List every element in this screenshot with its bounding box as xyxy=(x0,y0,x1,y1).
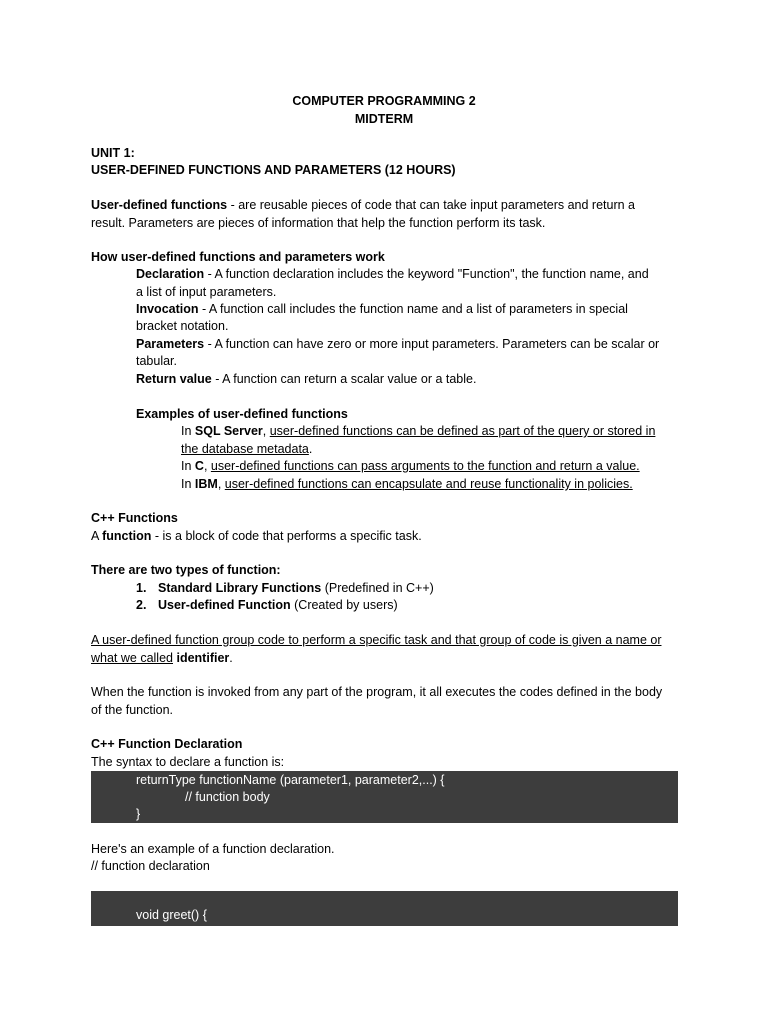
example-ibm-prefix: In xyxy=(181,477,195,491)
invocation-term: Invocation xyxy=(136,302,199,316)
declaration-line2: a list of input parameters. xyxy=(136,285,277,299)
parameters-line2: tabular. xyxy=(136,354,178,368)
identifier-para-underlined: what we called xyxy=(91,651,173,665)
example-ibm-sep: , xyxy=(217,477,225,491)
example-ibm-link[interactable]: user-defined functions can encapsulate and reuse functionality in policies. xyxy=(224,477,633,491)
examples-heading: Examples of user-defined functions xyxy=(136,407,348,421)
types-item-note: (Created by users) xyxy=(290,598,398,612)
example-sql-prefix: In xyxy=(181,424,195,438)
identifier-para-line1: A user-defined function group code to perform a specific task and that group of code is given a name or xyxy=(91,633,662,647)
syntax-code-block xyxy=(91,771,678,823)
types-item-note: (Predefined in C++) xyxy=(321,581,434,595)
example-sql-link-part2[interactable]: the database metadata xyxy=(181,442,309,456)
cpp-functions-term: function xyxy=(102,529,152,543)
unit-heading: USER-DEFINED FUNCTIONS AND PARAMETERS (12 HOURS) xyxy=(91,163,456,177)
example-ibm-line xyxy=(181,476,633,493)
declaration-line1 xyxy=(136,266,649,283)
example-section-line1: Here's an example of a function declaration. xyxy=(91,842,335,856)
invocation-line1 xyxy=(136,301,628,318)
declaration-section-heading: C++ Function Declaration xyxy=(91,737,243,751)
example-sql-line2 xyxy=(181,441,312,458)
example-sql-line1 xyxy=(181,423,655,440)
doc-title-line1: COMPUTER PROGRAMMING 2 xyxy=(292,94,476,108)
intro-line1-text: - are reusable pieces of code that can take input parameters and return a xyxy=(227,198,636,212)
intro-term: User-defined functions xyxy=(91,198,228,212)
example-c-prefix: In xyxy=(181,459,195,473)
invocation-text: - A function call includes the function name and a list of parameters in special xyxy=(198,302,628,316)
cpp-functions-prefix: A xyxy=(91,529,103,543)
code-line: returnType functionName (parameter1, parameter2,...) { xyxy=(136,773,445,787)
types-item-number: 1. xyxy=(136,581,147,595)
doc-title-line2: MIDTERM xyxy=(354,112,414,126)
declaration-text: - A function declaration includes the keyword "Function", the function name, and xyxy=(204,267,649,281)
intro-line2: result. Parameters are pieces of information that help the function perform its task. xyxy=(91,216,546,230)
declaration-section-intro: The syntax to declare a function is: xyxy=(91,755,285,769)
example-c-name: C xyxy=(194,459,204,473)
types-item-name: User-defined Function xyxy=(158,598,291,612)
example-sql-link-part1[interactable]: user-defined functions can be defined as part of the query or stored in xyxy=(269,424,656,438)
cpp-functions-definition xyxy=(91,528,422,545)
example-sql-sep: , xyxy=(262,424,270,438)
types-item-1 xyxy=(136,580,434,597)
code-line: // function body xyxy=(185,790,270,804)
code-line: void greet() { xyxy=(136,908,207,922)
invocation-line2: bracket notation. xyxy=(136,319,229,333)
return-value-term: Return value xyxy=(136,372,212,386)
invoke-para-line2: of the function. xyxy=(91,703,174,717)
example-code-block xyxy=(91,891,678,926)
how-work-heading: How user-defined functions and parameters work xyxy=(91,250,385,264)
example-ibm-name: IBM xyxy=(194,477,218,491)
intro-line1 xyxy=(91,197,635,214)
types-item-2 xyxy=(136,597,398,614)
unit-label: UNIT 1: xyxy=(91,146,135,160)
example-section-line2: // function declaration xyxy=(91,859,210,873)
cpp-functions-rest: - is a block of code that performs a specific task. xyxy=(151,529,422,543)
identifier-term: identifier xyxy=(176,651,230,665)
types-item-number: 2. xyxy=(136,598,147,612)
types-heading: There are two types of function: xyxy=(91,563,281,577)
example-sql-end: . xyxy=(308,442,313,456)
identifier-para-line2 xyxy=(91,650,233,667)
identifier-para-end: . xyxy=(229,651,233,665)
example-c-sep: , xyxy=(203,459,211,473)
return-value-line xyxy=(136,371,476,388)
return-value-text: - A function can return a scalar value or a table. xyxy=(211,372,477,386)
example-c-link[interactable]: user-defined functions can pass arguments to the function and return a value. xyxy=(210,459,640,473)
parameters-line1 xyxy=(136,336,659,353)
example-sql-name: SQL Server xyxy=(194,424,263,438)
example-c-line xyxy=(181,458,640,475)
parameters-term: Parameters xyxy=(136,337,205,351)
code-line: } xyxy=(136,807,141,821)
invoke-para-line1: When the function is invoked from any part of the program, it all executes the codes defined in the body xyxy=(91,685,663,699)
parameters-text: - A function can have zero or more input parameters. Parameters can be scalar or xyxy=(204,337,660,351)
types-item-name: Standard Library Functions xyxy=(158,581,322,595)
cpp-functions-heading: C++ Functions xyxy=(91,511,178,525)
declaration-term: Declaration xyxy=(136,267,205,281)
